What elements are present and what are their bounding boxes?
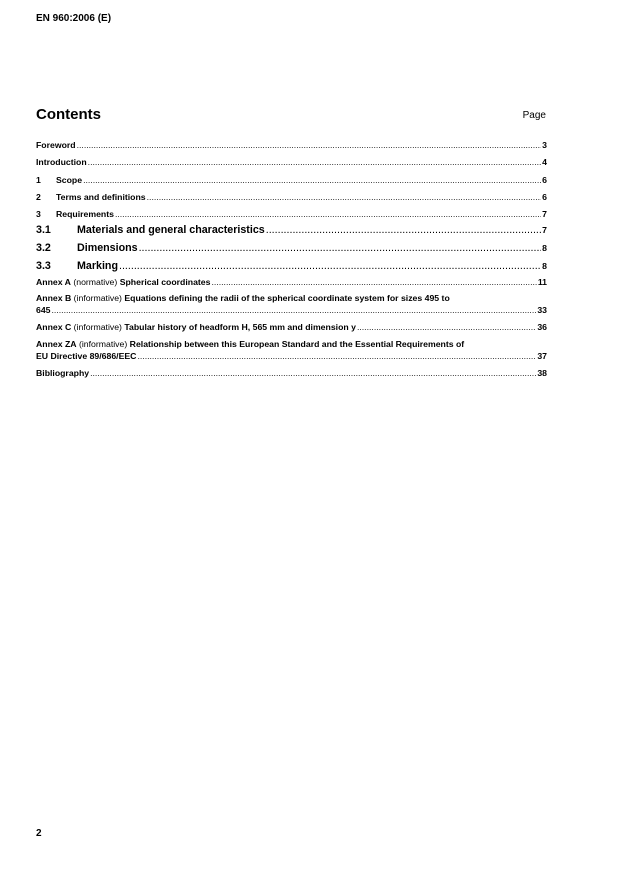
table-of-contents [36, 140, 547, 378]
toc-entry-label: Dimensions [77, 242, 138, 254]
annex-kind: (informative) [73, 293, 122, 303]
toc-entry-label: Requirements [56, 209, 114, 219]
toc-entry-label: Bibliography [36, 368, 90, 378]
annex-kind: (informative) [78, 339, 128, 349]
toc-entry-annex-c[interactable] [36, 322, 547, 332]
toc-entry-page: 7 [542, 225, 547, 235]
toc-entry-number: 3.3 [36, 260, 51, 272]
toc-entry-page: 4 [542, 157, 547, 167]
toc-entry-annex-za[interactable] [36, 339, 547, 361]
toc-entry-page: 8 [542, 243, 547, 253]
dot-leader [119, 260, 541, 272]
toc-entry-marking[interactable] [36, 260, 547, 272]
toc-entry-bibliography[interactable] [36, 368, 547, 378]
dot-leader [115, 209, 541, 219]
annex-kind: (normative) [73, 277, 118, 287]
toc-entry-label: Tabular history of headform H, 565 mm and dimension y [124, 322, 356, 332]
dot-leader [357, 322, 536, 332]
dot-leader [77, 140, 542, 150]
toc-entry-number: 3.1 [36, 224, 51, 236]
toc-entry-annex-b[interactable] [36, 293, 547, 315]
dot-leader [137, 351, 536, 361]
dot-leader [90, 368, 536, 378]
dot-leader [266, 224, 541, 236]
page-column-label: Page [522, 110, 546, 121]
toc-entry-page: 36 [537, 322, 547, 332]
toc-entry-introduction[interactable] [36, 157, 547, 167]
toc-entry-page: 3 [542, 140, 547, 150]
toc-entry-number: 1 [36, 175, 41, 185]
annex-label: Annex ZA [36, 339, 77, 349]
toc-entry-label: Scope [56, 175, 83, 185]
toc-entry-label: Materials and general characteristics [77, 224, 265, 236]
toc-entry-annex-a[interactable] [36, 277, 547, 287]
annex-kind: (informative) [73, 322, 122, 332]
toc-entry-page: 8 [542, 261, 547, 271]
toc-entry-dimensions[interactable] [36, 242, 547, 254]
dot-leader [83, 175, 541, 185]
toc-entry-number: 3 [36, 209, 41, 219]
toc-entry-requirements[interactable] [36, 209, 547, 219]
toc-entry-foreword[interactable] [36, 140, 547, 150]
toc-entry-label: Marking [77, 260, 118, 272]
toc-entry-page: 7 [542, 209, 547, 219]
toc-entry-label: Terms and definitions [56, 192, 146, 202]
dot-leader [211, 277, 536, 287]
page-number: 2 [36, 828, 42, 839]
toc-entry-label: Foreword [36, 140, 76, 150]
toc-entry-page: 6 [542, 192, 547, 202]
toc-entry-number: 3.2 [36, 242, 51, 254]
toc-entry-label: Equations defining the radii of the spherical coordinate system for sizes 495 to [124, 293, 450, 303]
toc-entry-terms[interactable] [36, 192, 547, 202]
toc-entry-scope[interactable] [36, 175, 547, 185]
toc-entry-page: 6 [542, 175, 547, 185]
toc-entry-label-continuation: 645 [36, 305, 51, 315]
annex-label: Annex A [36, 277, 71, 287]
toc-entry-page: 33 [537, 305, 547, 315]
toc-entry-page: 37 [537, 351, 547, 361]
toc-entry-page: 11 [537, 277, 547, 287]
toc-entry-number: 2 [36, 192, 41, 202]
toc-entry-label: Relationship between this European Standard and the Essential Requirements of [129, 339, 465, 349]
annex-label: Annex B [36, 293, 72, 303]
dot-leader [147, 192, 542, 202]
toc-entry-page: 38 [537, 368, 547, 378]
dot-leader [88, 157, 541, 167]
toc-entry-label-continuation: EU Directive 89/686/EEC [36, 351, 137, 361]
dot-leader [139, 242, 542, 254]
contents-title: Contents [36, 106, 101, 123]
annex-label: Annex C [36, 322, 72, 332]
document-id-header: EN 960:2006 (E) [36, 13, 112, 24]
toc-entry-materials[interactable] [36, 224, 547, 236]
toc-entry-label: Introduction [36, 157, 87, 167]
toc-entry-label: Spherical coordinates [119, 277, 211, 287]
dot-leader [52, 305, 537, 315]
